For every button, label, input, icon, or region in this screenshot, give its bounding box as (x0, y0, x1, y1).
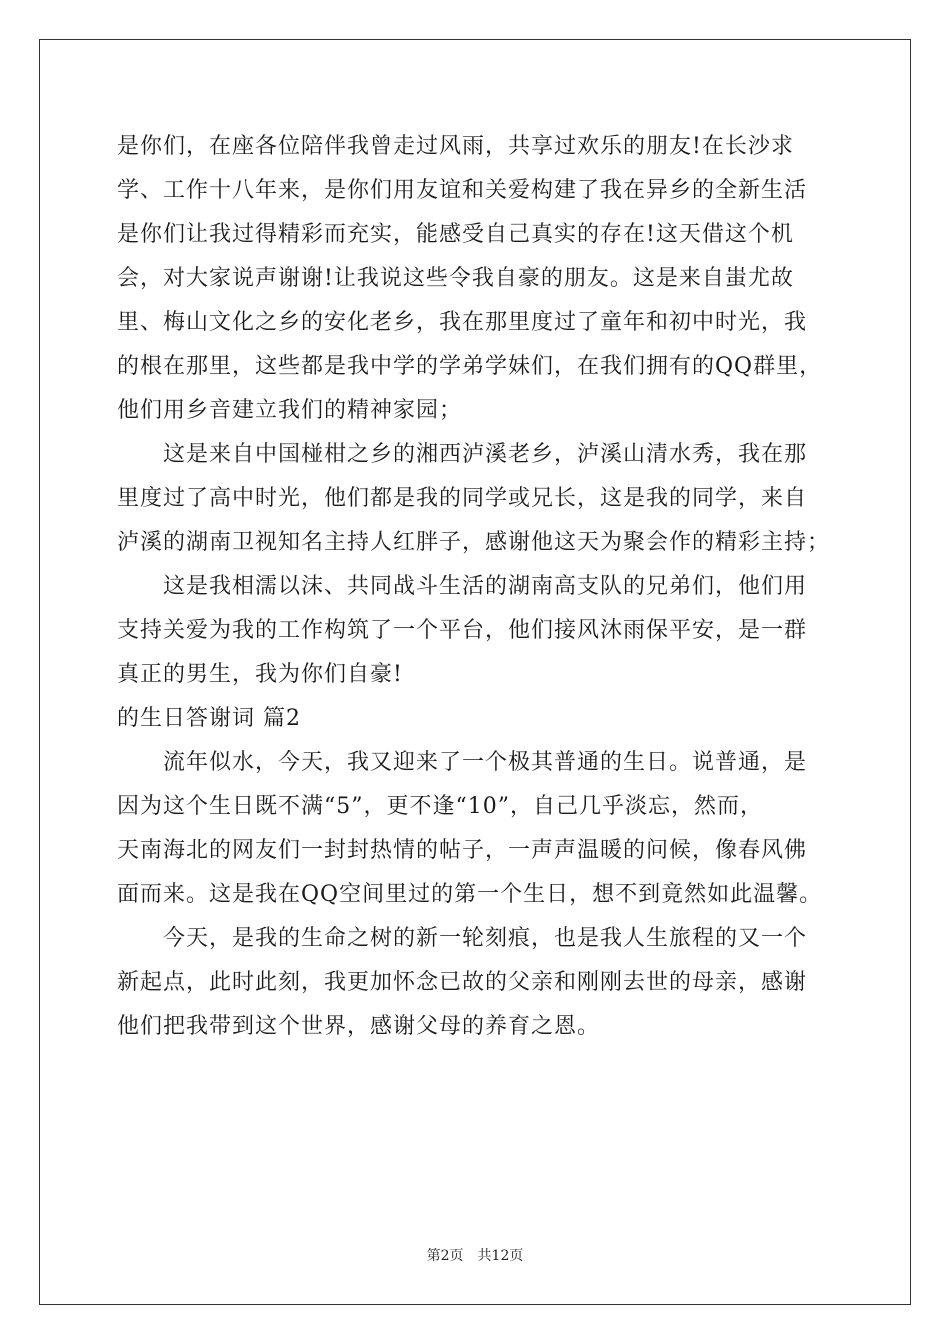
paragraph (117, 741, 837, 917)
text-line: 这是来自中国椪柑之乡的湘西泸溪老乡，泸溪山清水秀，我在那 (163, 442, 808, 467)
text-line: 学、工作十八年来，是你们用友谊和关爱构建了我在异乡的全新生活 (117, 178, 808, 203)
document-body (117, 125, 837, 1049)
page-footer: 第2页 共12页 (426, 1248, 524, 1264)
text-line: 他们用乡音建立我们的精神家园； (117, 398, 463, 423)
text-line: 面而来。这是我在QQ空间里过的第一个生日，想不到竟然如此温馨。 (117, 882, 823, 907)
text-line: 今天，是我的生命之树的新一轮刻痕，也是我人生旅程的又一个 (163, 926, 808, 951)
paragraph (117, 917, 837, 1049)
text-line: 这是我相濡以沫、共同战斗生活的湖南高支队的兄弟们，他们用 (163, 574, 808, 599)
text-line: 支持关爱为我的工作构筑了一个平台，他们接风沐雨保平安，是一群 (117, 618, 808, 643)
text-line: 的根在那里，这些都是我中学的学弟学妹们，在我们拥有的QQ群里， (117, 354, 823, 379)
text-line: 会，对大家说声谢谢!让我说这些令我自豪的朋友。这是来自蚩尤故 (117, 266, 794, 291)
text-line: 真正的男生，我为你们自豪! (117, 662, 403, 687)
paragraph (117, 565, 837, 697)
text-line: 是你们让我过得精彩而充实，能感受自己真实的存在!这天借这个机 (117, 222, 794, 247)
paragraph (117, 697, 837, 741)
text-line: 里、梅山文化之乡的安化老乡，我在那里度过了童年和初中时光，我 (117, 310, 808, 335)
text-line: 因为这个生日既不满“5”，更不逢“10”，自己几乎淡忘，然而， (117, 794, 763, 819)
text-line: 的生日答谢词 篇2 (117, 706, 301, 731)
text-line: 天南海北的网友们一封封热情的帖子，一声声温暖的问候，像春风佛 (117, 838, 808, 863)
text-line: 新起点，此时此刻，我更加怀念已故的父亲和刚刚去世的母亲，感谢 (117, 970, 808, 995)
text-line: 里度过了高中时光，他们都是我的同学或兄长，这是我的同学，来自 (117, 486, 808, 511)
text-line: 流年似水，今天，我又迎来了一个极其普通的生日。说普通，是 (163, 750, 808, 775)
text-line: 是你们，在座各位陪伴我曾走过风雨，共享过欢乐的朋友!在长沙求 (117, 134, 794, 159)
text-line: 他们把我带到这个世界，感谢父母的养育之恩。 (117, 1014, 601, 1039)
text-line: 泸溪的湖南卫视知名主持人红胖子，感谢他这天为聚会作的精彩主持； (117, 530, 831, 555)
paragraph (117, 433, 837, 565)
paragraph (117, 125, 837, 433)
